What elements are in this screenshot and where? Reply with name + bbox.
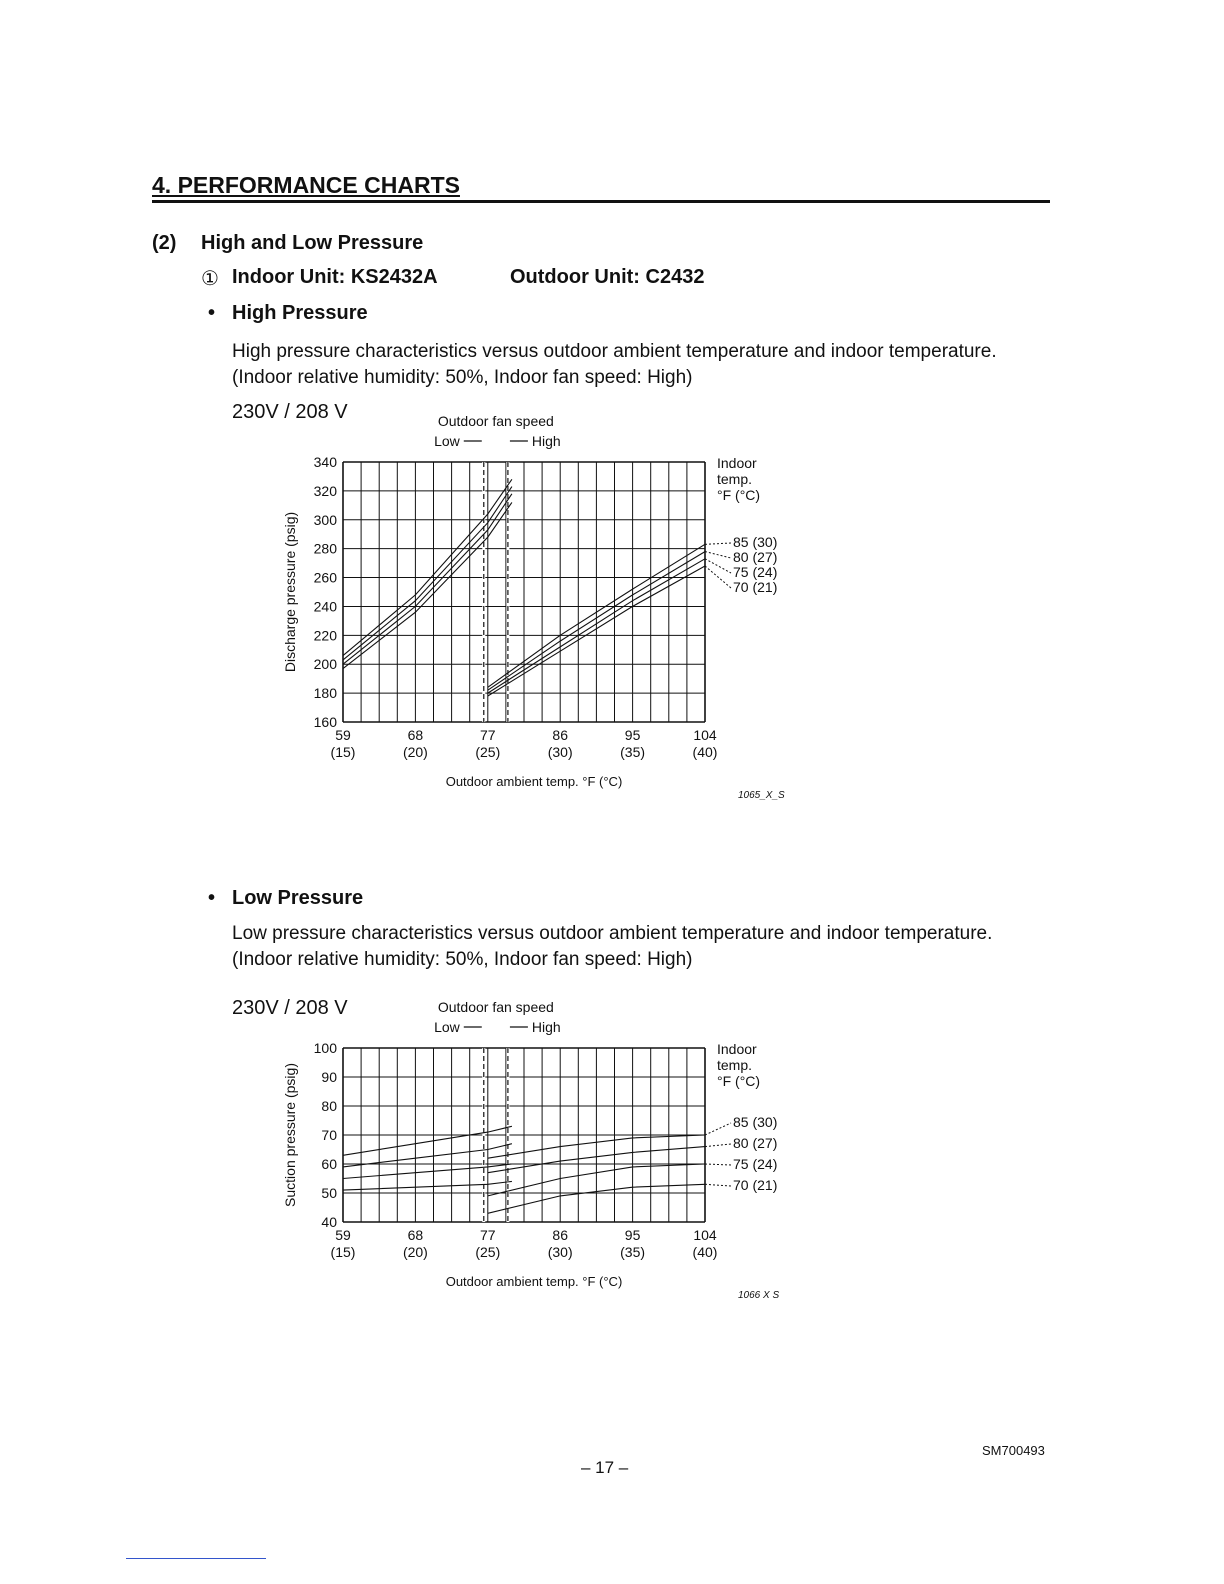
high-y-tick-label: 260 xyxy=(313,569,337,586)
high-fan-label: Outdoor fan speed xyxy=(437,413,554,429)
high-legend-item: 70 (21) xyxy=(733,579,778,595)
low-x-tick-label: 104 xyxy=(693,1227,717,1243)
high-desc-1: High pressure characteristics versus outdoor ambient temperature and indoor temperature. xyxy=(232,341,997,362)
low-desc-1: Low pressure characteristics versus outdoor ambient temperature and indoor temperature. xyxy=(232,923,993,944)
high-figure-code: 1065_X_S xyxy=(738,790,785,801)
subsection-number: (2) xyxy=(152,232,177,254)
low-pressure-heading: Low Pressure xyxy=(232,887,364,909)
high-y-tick-label: 160 xyxy=(313,714,337,730)
high-x-tick-sub: (15) xyxy=(330,744,356,760)
high-x-tick-sub: (35) xyxy=(620,744,646,760)
low-legend-item: 80 (27) xyxy=(733,1135,778,1151)
high-desc-2: (Indoor relative humidity: 50%, Indoor fan speed: High) xyxy=(232,367,693,388)
high-x-tick-sub: (40) xyxy=(692,744,718,760)
low-x-tick-sub: (15) xyxy=(330,1244,356,1260)
high-pressure-heading: High Pressure xyxy=(232,302,368,324)
high-y-tick-label: 340 xyxy=(313,454,337,470)
low-x-tick-label: 68 xyxy=(407,1227,424,1243)
bullet-low: • xyxy=(208,887,216,909)
low-legend-title: temp. xyxy=(717,1057,753,1073)
high-y-tick-label: 200 xyxy=(313,656,337,673)
high-y-tick-label: 280 xyxy=(313,540,337,557)
low-figure-code: 1066 X S xyxy=(738,1290,780,1301)
high-x-axis-label: Outdoor ambient temp. °F (°C) xyxy=(445,774,623,789)
high-y-axis-label: Discharge pressure (psig) xyxy=(282,511,298,673)
low-legend-title: Indoor xyxy=(717,1041,757,1057)
indoor-unit: Indoor Unit: KS2432A xyxy=(232,266,438,288)
low-x-tick-label: 59 xyxy=(335,1227,351,1243)
high-x-tick-sub: (30) xyxy=(547,744,573,760)
high-y-tick-label: 240 xyxy=(313,598,337,615)
high-legend-leader xyxy=(705,543,731,544)
circled-one-icon: ① xyxy=(201,268,219,290)
low-x-tick-sub: (20) xyxy=(402,1244,428,1260)
high-fan-low: Low xyxy=(434,433,460,449)
low-voltage: 230V / 208 V xyxy=(232,997,348,1019)
low-x-tick-label: 95 xyxy=(624,1227,641,1243)
low-legend-leader xyxy=(705,1123,731,1135)
bullet-high: • xyxy=(208,302,216,324)
high-x-tick-label: 95 xyxy=(624,727,641,743)
low-fan-high: High xyxy=(531,1019,561,1035)
low-legend-leader xyxy=(705,1184,731,1186)
low-y-tick-label: 70 xyxy=(321,1127,337,1143)
high-fan-high: High xyxy=(531,433,561,449)
low-y-tick-label: 50 xyxy=(321,1185,337,1201)
corner-rule xyxy=(126,1558,266,1559)
low-fan-low: Low xyxy=(434,1019,460,1035)
page-number: – 17 – xyxy=(581,1458,629,1477)
low-y-tick-label: 60 xyxy=(321,1156,337,1172)
high-x-tick-label: 59 xyxy=(335,727,351,743)
high-legend-item: 80 (27) xyxy=(733,549,778,565)
low-fan-label: Outdoor fan speed xyxy=(437,999,554,1015)
high-legend-title: temp. xyxy=(717,471,753,487)
low-series-low-fan xyxy=(343,1181,512,1190)
high-x-tick-label: 68 xyxy=(407,727,424,743)
high-x-tick-sub: (25) xyxy=(475,744,501,760)
low-legend-leader xyxy=(705,1164,731,1165)
high-legend-leader xyxy=(705,566,731,588)
high-legend-title: Indoor xyxy=(717,455,757,471)
high-series-low-fan xyxy=(343,479,512,655)
low-x-tick-sub: (35) xyxy=(620,1244,646,1260)
high-x-tick-label: 104 xyxy=(693,727,717,743)
high-legend-item: 85 (30) xyxy=(733,534,778,550)
high-pressure-chart xyxy=(0,400,1224,810)
low-legend-item: 75 (24) xyxy=(733,1156,778,1172)
low-legend-item: 85 (30) xyxy=(733,1114,778,1130)
title-rule xyxy=(152,200,1050,203)
high-legend-item: 75 (24) xyxy=(733,564,778,580)
high-y-tick-label: 220 xyxy=(313,627,337,644)
low-legend-title: °F (°C) xyxy=(717,1073,761,1089)
high-x-tick-label: 77 xyxy=(480,727,496,743)
low-legend-item: 70 (21) xyxy=(733,1177,778,1193)
low-series-low-fan xyxy=(343,1144,512,1167)
high-voltage: 230V / 208 V xyxy=(232,401,348,423)
low-x-axis-label: Outdoor ambient temp. °F (°C) xyxy=(445,1274,623,1289)
section-title: 4. PERFORMANCE CHARTS xyxy=(152,172,460,198)
low-series-low-fan xyxy=(343,1164,512,1179)
low-pressure-chart xyxy=(0,995,1224,1310)
high-legend-leader xyxy=(705,559,731,573)
outdoor-unit: Outdoor Unit: C2432 xyxy=(510,266,705,288)
low-legend-leader xyxy=(705,1144,731,1147)
high-y-tick-label: 180 xyxy=(313,685,337,702)
low-x-tick-sub: (40) xyxy=(692,1244,718,1260)
high-y-tick-label: 320 xyxy=(313,482,337,499)
low-x-tick-sub: (30) xyxy=(547,1244,573,1260)
low-y-tick-label: 100 xyxy=(313,1040,337,1056)
high-x-tick-sub: (20) xyxy=(402,744,428,760)
doc-code: SM700493 xyxy=(982,1443,1045,1458)
high-legend-leader xyxy=(705,552,731,558)
low-x-tick-sub: (25) xyxy=(475,1244,501,1260)
high-legend-title: °F (°C) xyxy=(717,487,761,503)
low-y-tick-label: 80 xyxy=(321,1098,337,1114)
high-x-tick-label: 86 xyxy=(552,727,568,743)
low-series-low-fan xyxy=(343,1126,512,1155)
high-y-tick-label: 300 xyxy=(313,511,337,528)
low-y-axis-label: Suction pressure (psig) xyxy=(282,1063,298,1207)
low-x-tick-label: 86 xyxy=(552,1227,568,1243)
low-desc-2: (Indoor relative humidity: 50%, Indoor fan speed: High) xyxy=(232,949,693,970)
low-y-tick-label: 90 xyxy=(321,1069,337,1085)
subsection-title: High and Low Pressure xyxy=(201,232,424,254)
low-x-tick-label: 77 xyxy=(480,1227,496,1243)
low-y-tick-label: 40 xyxy=(321,1214,337,1230)
